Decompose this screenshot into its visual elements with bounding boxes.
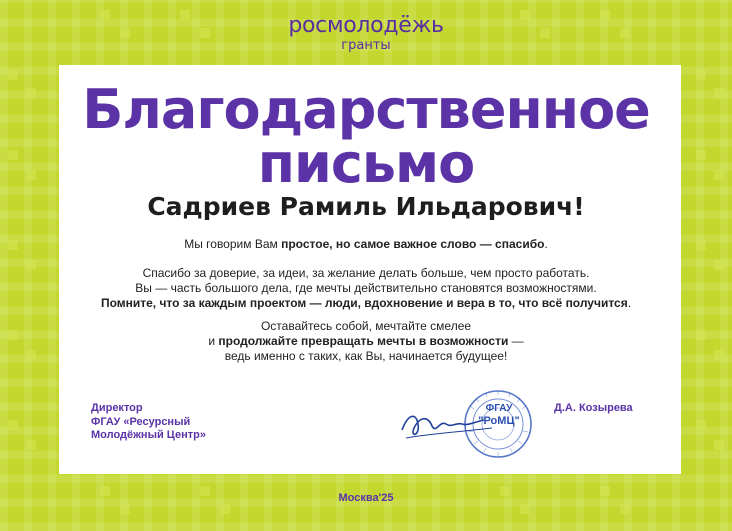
paragraph-closing: [80, 319, 652, 364]
paragraph-emphasis: продолжайте превращать мечты в возможности: [218, 334, 509, 348]
paragraph-gratitude: [80, 266, 652, 311]
stamp-text: ФГАУ: [485, 403, 513, 414]
brand-logo-subtitle: гранты: [341, 38, 391, 53]
paragraph-text: —: [508, 334, 524, 348]
brand-logo-name: росмолодёжь: [288, 13, 444, 38]
paragraph-line: ведь именно с таких, как Вы, начинается будущее!: [224, 349, 508, 363]
paragraph-line: Вы — часть большого дела, где мечты действительно становятся возможностями.: [135, 281, 597, 295]
paragraph-thanks: [80, 237, 652, 252]
stamp-text: "РоМЦ": [478, 415, 520, 427]
paragraph-text: Мы говорим Вам: [184, 237, 282, 251]
paragraph-line: [80, 334, 652, 349]
signatory-organization: ФГАУ «Ресурсный: [91, 415, 191, 428]
paragraph-text: .: [544, 237, 548, 251]
certificate-title-line2: письмо: [257, 132, 475, 195]
paragraph-emphasis: простое, но самое важное слово — спасибо: [281, 237, 545, 251]
recipient-name: Садриев Рамиль Ильдарович!: [147, 192, 585, 221]
paragraph-text: .: [627, 296, 632, 310]
signatory-title: [91, 402, 271, 443]
paragraph-line: Спасибо за доверие, за идеи, за желание делать больше, чем просто работать.: [142, 266, 590, 280]
paragraph-line: [80, 296, 652, 311]
paragraph-emphasis: Помните, что за каждым проектом — люди, вдохновение и вера в то, что всё получится: [100, 296, 628, 310]
signatory-name: Д.А. Козырева: [554, 402, 633, 414]
signatory-organization: Молодёжный Центр»: [91, 429, 206, 441]
signatory-position: Директор: [91, 402, 143, 414]
paragraph-line: Оставайтесь собой, мечтайте смелее: [260, 319, 472, 333]
certificate-title-line1: Благодарственное: [82, 78, 650, 141]
paragraph-text: и: [208, 334, 219, 348]
footer-place-year: Москва'25: [338, 492, 394, 504]
